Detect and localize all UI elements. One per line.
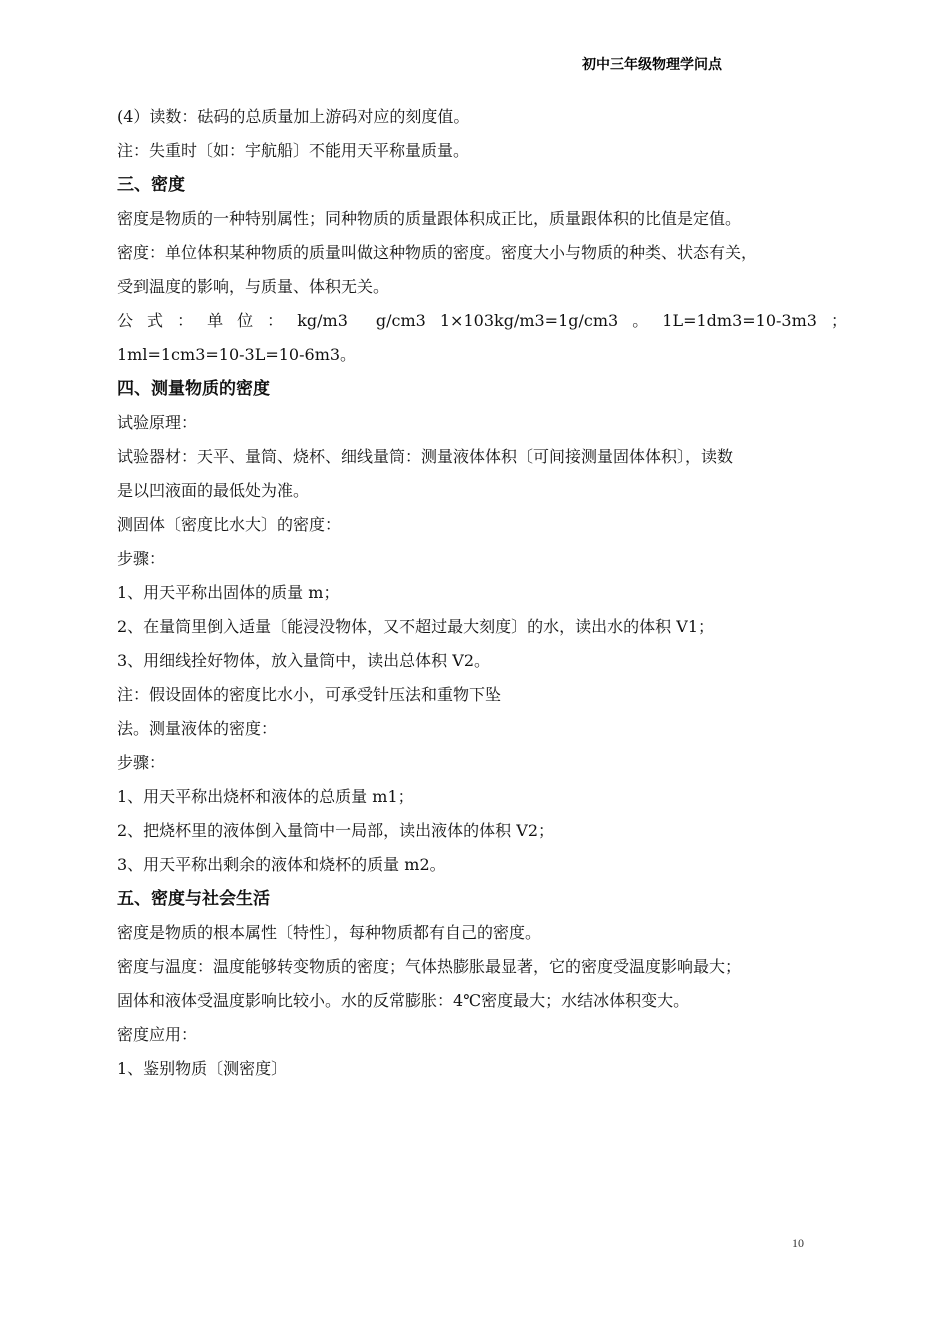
formula-part: kg/m3 <box>297 311 348 330</box>
text-line: 密度是物质的根本属性〔特性〕，每种物质都有自己的密度。 <box>117 923 542 942</box>
formula-part: 公 <box>117 311 134 330</box>
text-line: 密度应用： <box>117 1025 198 1044</box>
section-heading: 三、密度 <box>117 175 185 195</box>
section-heading: 四、测量物质的密度 <box>117 379 270 399</box>
text-line: 试验器材：天平、量筒、烧杯、细线量筒：测量液体体积〔可间接测量固体体积〕，读数 <box>117 447 734 466</box>
page-header-title: 初中三年级物理学问点 <box>582 57 722 73</box>
text-line: 1、用天平称出烧杯和液体的总质量 m1； <box>117 787 414 806</box>
formula-part: 式 <box>147 311 164 330</box>
text-line: 3、用细线拴好物体，放入量筒中，读出总体积 V2。 <box>117 651 491 670</box>
formula-part: g/cm3 <box>375 311 426 330</box>
text-line: 3、用天平称出剩余的液体和烧杯的质量 m2。 <box>117 855 446 874</box>
text-line: 1、鉴别物质〔测密度〕 <box>117 1059 288 1078</box>
text-line: 固体和液体受温度影响比较小。水的反常膨胀：4℃密度最大；水结冰体积变大。 <box>117 991 690 1010</box>
section-heading: 五、密度与社会生活 <box>117 889 270 909</box>
formula-part: ： <box>177 311 194 330</box>
text-line: 法。测量液体的密度： <box>117 719 278 738</box>
text-line: 注：失重时〔如：宇航船〕不能用天平称量质量。 <box>117 141 470 160</box>
text-line: 受到温度的影响，与质量、体积无关。 <box>117 277 390 296</box>
text-line: 2、把烧杯里的液体倒入量筒中一局部，读出液体的体积 V2； <box>117 821 555 840</box>
formula-part: 位 <box>237 311 254 330</box>
text-line: 注：假设固体的密度比水小，可承受针压法和重物下坠 <box>117 685 502 704</box>
formula-part: 1×103kg/m3=1g/cm3 <box>439 311 619 330</box>
text-line: 步骤： <box>117 753 166 772</box>
text-line: 密度与温度：温度能够转变物质的密度；气体热膨胀最显著，它的密度受温度影响最大； <box>117 957 742 976</box>
text-line: 测固体〔密度比水大〕的密度： <box>117 515 342 534</box>
formula-line <box>117 304 847 338</box>
formula-part: 单 <box>207 311 224 330</box>
formula-part: ； <box>830 311 847 330</box>
formula-part: 1L=1dm3=10-3m3 <box>662 311 817 330</box>
text-line: 试验原理： <box>117 413 198 432</box>
text-line: 2、在量筒里倒入适量〔能浸没物体，又不超过最大刻度〕的水，读出水的体积 V1； <box>117 617 715 636</box>
text-line: 步骤： <box>117 549 166 568</box>
text-line: 密度是物质的一种特别属性；同种物质的质量跟体积成正比，质量跟体积的比值是定值。 <box>117 209 742 228</box>
formula-part: ： <box>267 311 284 330</box>
formula-part: 。 <box>632 311 649 330</box>
document-body <box>117 100 865 1086</box>
text-line: 1ml=1cm3=10-3L=10-6m3。 <box>117 345 357 364</box>
page-number: 10 <box>792 1236 804 1250</box>
text-line: 是以凹液面的最低处为准。 <box>117 481 310 500</box>
text-line: 1、用天平称出固体的质量 m； <box>117 583 340 602</box>
text-line: (4）读数：砝码的总质量加上游码对应的刻度值。 <box>117 107 470 126</box>
text-line: 密度：单位体积某种物质的质量叫做这种物质的密度。密度大小与物质的种类、状态有关， <box>117 243 758 262</box>
